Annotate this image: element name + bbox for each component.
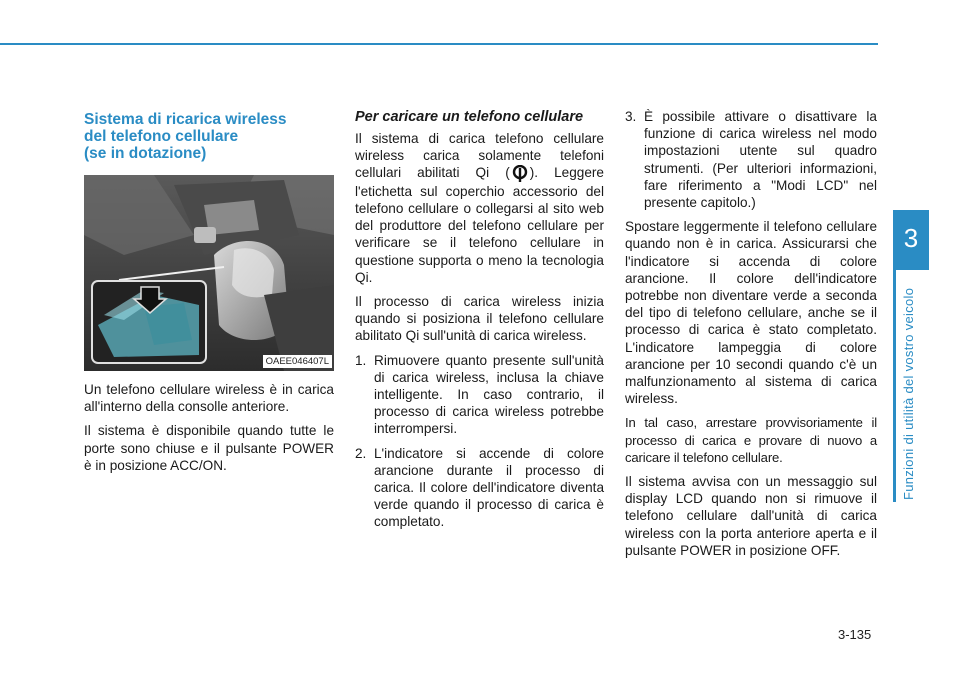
figure-label: OAEE046407L: [263, 355, 332, 368]
paragraph: Il processo di carica wireless inizia quando si posiziona il telefono cellulare abilitato Qi sull'unità di carica wireless.: [355, 294, 604, 344]
section-title: [84, 111, 334, 162]
paragraph: Un telefono cellulare wireless è in carica all'interno della consolle anteriore.: [84, 382, 334, 415]
header-rule: [0, 43, 878, 45]
list-text: È possibile attivare o disattivare la funzione di carica wireless nel modo impostazioni utente sul quadro strumenti. (Per ulteriori informazioni, fare riferimento a "Modi LCD" nel presente capitolo.): [644, 109, 877, 211]
qi-outro-text: ). Leggere l'etichetta sul coperchio accessorio del telefono cellulare o collegarsi al sito web del produttore del telefono cellulare per verificare se il telefono cellulare in questione supporta o meno la tecnologia Qi.: [355, 165, 604, 285]
chapter-title: Funzioni di utilità del vostro veicolo: [901, 287, 916, 500]
section-title-line: Sistema di ricarica wireless: [84, 111, 287, 128]
list-number: 2.: [355, 445, 367, 461]
column-middle: [355, 108, 604, 538]
section-title-line: del telefono cellulare: [84, 128, 239, 145]
paragraph: Il sistema avvisa con un messaggio sul display LCD quando non si rimuove il telefono cellulare dall'unità di carica wireless con la porta anteriore aperta e il pulsante POWER in posizione OFF.: [625, 474, 877, 558]
paragraph: [355, 130, 604, 286]
column-left-body: [84, 381, 334, 481]
list-number: 3.: [625, 109, 637, 124]
column-left: [84, 108, 334, 162]
paragraph: Spostare leggermente il telefono cellulare quando non è in carica. Assicurarsi che l'indicatore si accenda di colore arancione. Il colore dell'indicatore potrebbe non diventare verde a seconda del tipo di telefono cellulare, anche se il processo di carica è stato completato. L'indicatore lampeggia di colore arancione per 10 secondi quando c'è un malfunzionamento al sistema di carica wireless.: [625, 219, 877, 407]
list-text: L'indicatore si accende di colore arancione durante il processo di carica. Il colore dell'indicatore diventa verde quando il processo di carica è completato.: [374, 445, 604, 530]
page-number: 3-135: [838, 627, 872, 642]
list-item: [625, 108, 877, 211]
subsection-title: Per caricare un telefono cellulare: [355, 109, 584, 125]
qi-intro-text: Il sistema di carica telefono cellulare wireless carica solamente telefoni cellulari abilitati Qi (: [355, 131, 604, 181]
qi-icon: [512, 165, 528, 183]
list-item: [355, 352, 604, 438]
column-right: [625, 108, 877, 566]
list-text: Rimuovere quanto presente sull'unità di carica wireless, inclusa la chiave intelligente. In caso contrario, il processo di carica wireless potrebbe interrompersi.: [374, 352, 604, 437]
console-photo: [84, 175, 334, 371]
list-number: 1.: [355, 352, 367, 368]
list-item: [355, 445, 604, 531]
paragraph: In tal caso, arrestare provvisoriamente il processo di carica e provare di nuovo a caricare il telefono cellulare.: [625, 415, 877, 465]
paragraph: Il sistema è disponibile quando tutte le porte sono chiuse e il pulsante POWER è in posizione ACC/ON.: [84, 423, 334, 473]
console-illustration: [84, 175, 334, 371]
chapter-number: 3: [903, 223, 919, 253]
section-title-line: (se in dotazione): [84, 145, 207, 162]
